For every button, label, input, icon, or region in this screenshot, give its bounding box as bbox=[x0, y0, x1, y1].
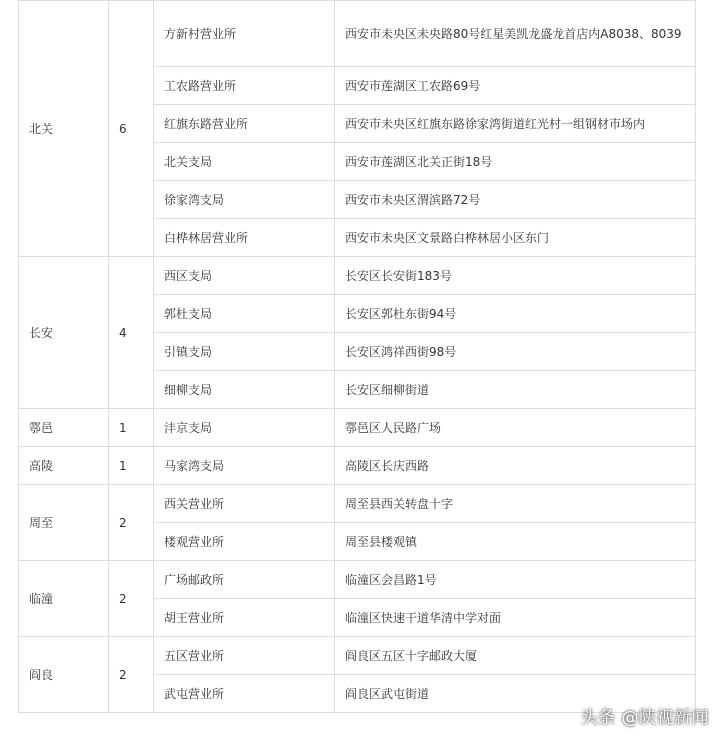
outlet-name-cell: 引镇支局 bbox=[154, 333, 335, 371]
region-cell: 鄠邑 bbox=[19, 409, 109, 447]
region-cell: 临潼 bbox=[19, 561, 109, 637]
address-cell: 西安市未央区渭滨路72号 bbox=[335, 181, 696, 219]
address-cell: 鄠邑区人民路广场 bbox=[335, 409, 696, 447]
count-cell: 2 bbox=[109, 561, 154, 637]
table-row bbox=[19, 1, 696, 67]
table-row bbox=[19, 447, 696, 485]
region-cell: 北关 bbox=[19, 1, 109, 257]
outlet-name-cell: 方新村营业所 bbox=[154, 1, 335, 67]
source-watermark: 头条 @陕视新闻 bbox=[580, 708, 709, 728]
count-cell: 1 bbox=[109, 447, 154, 485]
address-cell: 长安区长安街183号 bbox=[335, 257, 696, 295]
address-cell: 西安市未央区文景路白桦林居小区东门 bbox=[335, 219, 696, 257]
address-cell: 临潼区快速干道华清中学对面 bbox=[335, 599, 696, 637]
count-cell: 6 bbox=[109, 1, 154, 257]
region-cell: 阎良 bbox=[19, 637, 109, 713]
table-row bbox=[19, 561, 696, 599]
outlet-name-cell: 细柳支局 bbox=[154, 371, 335, 409]
outlet-name-cell: 五区营业所 bbox=[154, 637, 335, 675]
outlet-name-cell: 楼观营业所 bbox=[154, 523, 335, 561]
region-cell: 高陵 bbox=[19, 447, 109, 485]
address-cell: 周至县西关转盘十字 bbox=[335, 485, 696, 523]
count-cell: 2 bbox=[109, 637, 154, 713]
address-cell: 周至县楼观镇 bbox=[335, 523, 696, 561]
address-cell: 西安市莲湖区工农路69号 bbox=[335, 67, 696, 105]
outlet-name-cell: 北关支局 bbox=[154, 143, 335, 181]
outlet-name-cell: 工农路营业所 bbox=[154, 67, 335, 105]
address-cell: 高陵区长庆西路 bbox=[335, 447, 696, 485]
outlet-name-cell: 郭杜支局 bbox=[154, 295, 335, 333]
count-cell: 2 bbox=[109, 485, 154, 561]
outlet-name-cell: 胡王营业所 bbox=[154, 599, 335, 637]
outlet-table bbox=[18, 0, 696, 713]
outlet-name-cell: 沣京支局 bbox=[154, 409, 335, 447]
address-cell: 长安区郭杜东街94号 bbox=[335, 295, 696, 333]
count-cell: 4 bbox=[109, 257, 154, 409]
table-row bbox=[19, 637, 696, 675]
address-cell: 西安市未央区未央路80号红星美凯龙盛龙首店内A8038、8039 bbox=[335, 1, 696, 67]
region-cell: 周至 bbox=[19, 485, 109, 561]
address-cell: 西安市未央区红旗东路徐家湾街道红光村一组钢材市场内 bbox=[335, 105, 696, 143]
outlet-name-cell: 西区支局 bbox=[154, 257, 335, 295]
outlet-name-cell: 红旗东路营业所 bbox=[154, 105, 335, 143]
outlet-name-cell: 白桦林居营业所 bbox=[154, 219, 335, 257]
region-cell: 长安 bbox=[19, 257, 109, 409]
outlet-name-cell: 马家湾支局 bbox=[154, 447, 335, 485]
address-cell: 临潼区会昌路1号 bbox=[335, 561, 696, 599]
address-cell: 长安区鸿祥西街98号 bbox=[335, 333, 696, 371]
address-cell: 阎良区武屯街道 bbox=[335, 675, 696, 713]
address-cell: 阎良区五区十字邮政大厦 bbox=[335, 637, 696, 675]
outlet-name-cell: 广场邮政所 bbox=[154, 561, 335, 599]
table-row bbox=[19, 257, 696, 295]
address-cell: 西安市莲湖区北关正街18号 bbox=[335, 143, 696, 181]
outlet-name-cell: 徐家湾支局 bbox=[154, 181, 335, 219]
address-cell: 长安区细柳街道 bbox=[335, 371, 696, 409]
table-row bbox=[19, 409, 696, 447]
outlet-name-cell: 西关营业所 bbox=[154, 485, 335, 523]
count-cell: 1 bbox=[109, 409, 154, 447]
table-row bbox=[19, 485, 696, 523]
outlet-name-cell: 武屯营业所 bbox=[154, 675, 335, 713]
